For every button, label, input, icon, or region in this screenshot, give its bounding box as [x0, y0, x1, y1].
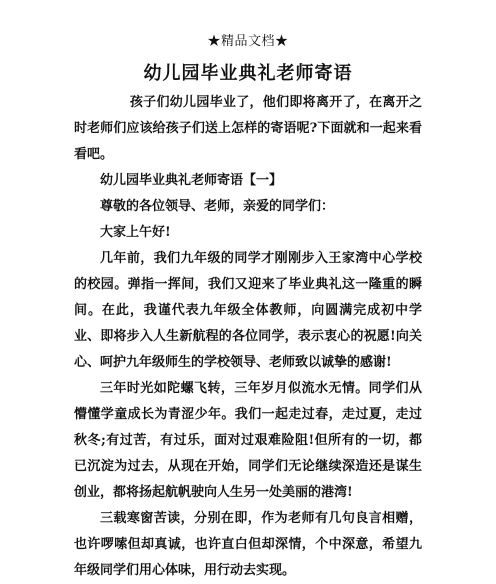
body-paragraph: 几年前，我们九年级的同学才刚刚步入王家湾中心学校的校园。弹指一挥间，我们又迎来了毕业典礼这一隆重的瞬间。在此，我谨代表九年级全体教师，向圆满完成初中学业、即将步入人生新航程的各位同学，表示衷心的祝愿!向关心、呵护九年级师生的学校领导、老师致以诚挚的感谢!	[74, 251, 422, 370]
salutation: 尊敬的各位领导、老师，亲爱的同学们：	[100, 199, 335, 214]
document-body	[74, 90, 422, 584]
intro-paragraph: 孩子们幼儿园毕业了，他们即将离开了，在离开之时老师们应该给孩子们送上怎样的寄语呢?下面就和一起来看看吧。	[74, 95, 422, 162]
body-paragraph: 三载寒窗苦读，分别在即，作为老师有几句良言相赠，也许啰嗦但却真诚，也许直白但却深情，个中深意，希望九年级同学们用心体味，用行动去实现。	[74, 511, 422, 578]
greeting: 大家上午好!	[100, 225, 171, 240]
header-mark: ★精品文档★	[207, 34, 289, 49]
body-paragraph: 三年时光如陀螺飞转，三年岁月似流水无情。同学们从懵懂学童成长为青涩少年。我们一起走过春，走过夏，走过秋冬;有过苦，有过乐，面对过艰难险阻!但所有的一切，都已沉淀为过去，从现在开始，同学们无论继续深造还是谋生创业，都将扬起航帆驶向人生另一处美丽的港湾!	[74, 381, 422, 500]
section-heading: 幼儿园毕业典礼老师寄语【一】	[100, 173, 283, 188]
document-title: 幼儿园毕业典礼老师寄语	[143, 63, 353, 84]
